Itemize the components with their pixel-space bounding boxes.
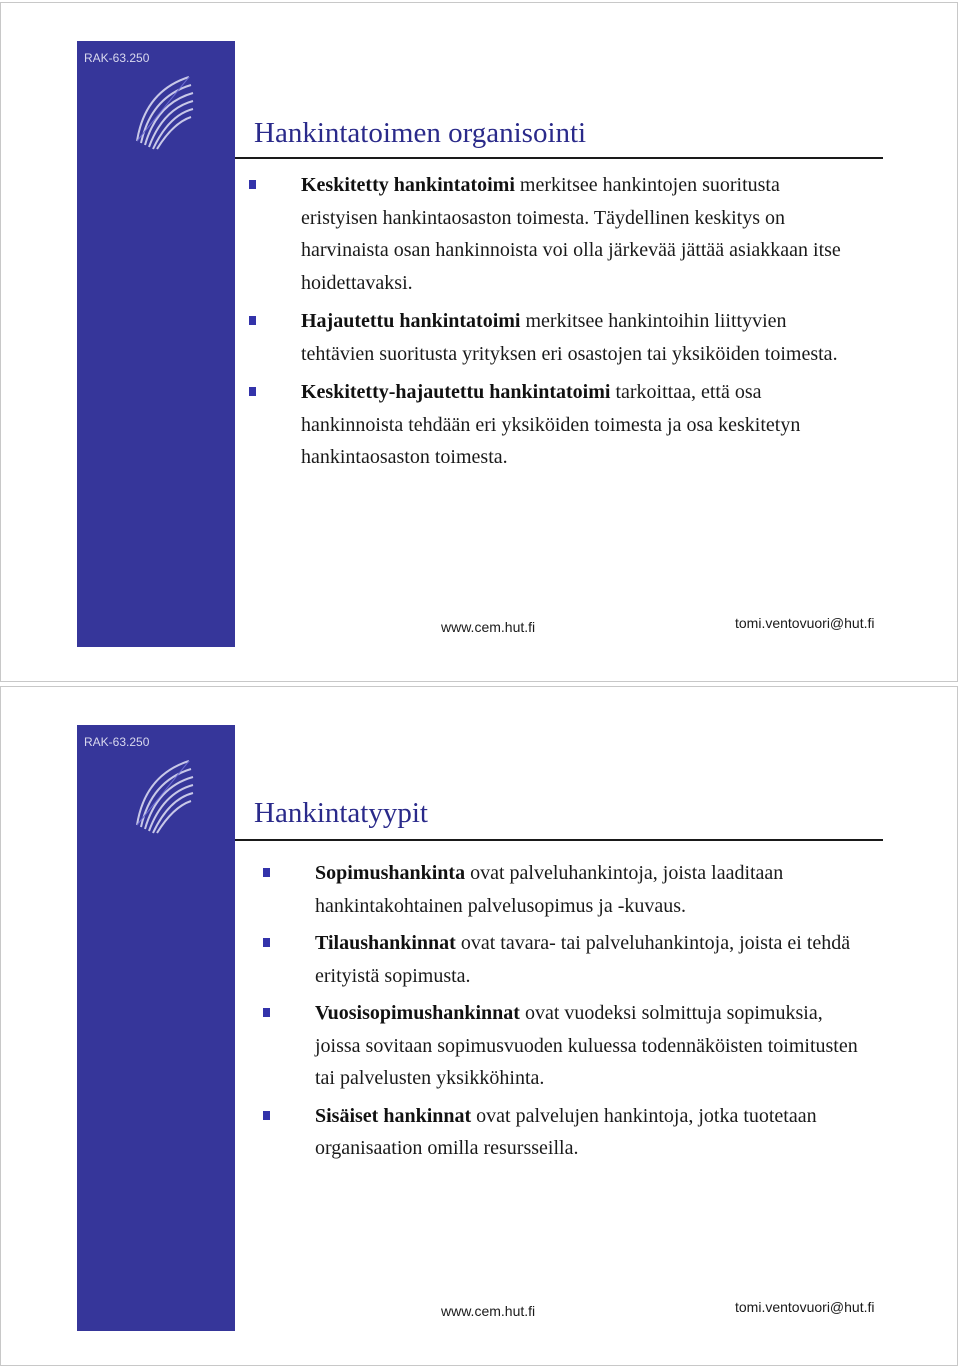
bullet-icon [249, 180, 256, 189]
bullet-icon [263, 1111, 270, 1120]
footer-website: www.cem.hut.fi [441, 619, 536, 635]
bullet-icon [263, 1008, 270, 1017]
list-item: Sisäiset hankinnat ovat palvelujen hankintoja, jotka tuotetaan organisaation omilla resursseilla. [263, 1100, 873, 1165]
bullet-icon [249, 387, 256, 396]
slide-sidebar [77, 725, 235, 1331]
bullet-icon [263, 938, 270, 947]
footer-email: tomi.ventovuori@hut.fi [735, 1299, 875, 1315]
title-divider [235, 839, 883, 841]
slide-1 [0, 2, 958, 682]
footer-website: www.cem.hut.fi [441, 1303, 536, 1319]
list-item: Vuosisopimushankinnat ovat vuodeksi solmittuja sopimuksia, joissa sovitaan sopimusvuoden kuluessa todennäköisten toimitusten tai palvelusten yksikköhinta. [263, 997, 873, 1095]
bullet-icon [263, 868, 270, 877]
list-item: Hajautettu hankintatoimi merkitsee hankintoihin liittyvien tehtävien suoritusta yrityksen eri osastojen tai yksiköiden toimesta. [249, 305, 859, 370]
list-item: Keskitetty-hajautettu hankintatoimi tarkoittaa, että osa hankinnoista tehdään eri yksiköiden toimesta ja osa keskitetyn hankintaosaston toimesta. [249, 376, 859, 474]
slide-title: Hankintatyypit [254, 797, 428, 829]
bullet-list [249, 169, 859, 480]
slide-sidebar [77, 41, 235, 647]
bullet-list [263, 857, 873, 1170]
list-item: Keskitetty hankintatoimi merkitsee hankintojen suoritusta eristyisen hankintaosaston toimesta. Täydellinen keskitys on harvinaista osan hankinnoista voi olla järkevää jättää asiakkaan itse hoidettavaksi. [249, 169, 859, 299]
bullet-icon [249, 316, 256, 325]
university-logo-icon [127, 71, 197, 151]
course-code: RAK-63.250 [84, 51, 150, 65]
university-logo-icon [127, 755, 197, 835]
footer-email: tomi.ventovuori@hut.fi [735, 615, 875, 631]
list-item: Tilaushankinnat ovat tavara- tai palveluhankintoja, joista ei tehdä erityistä sopimusta. [263, 927, 873, 992]
list-item: Sopimushankinta ovat palveluhankintoja, joista laaditaan hankintakohtainen palvelusopimus ja -kuvaus. [263, 857, 873, 922]
slide-2 [0, 686, 958, 1366]
course-code: RAK-63.250 [84, 735, 150, 749]
title-divider [235, 157, 883, 159]
slide-title: Hankintatoimen organisointi [254, 117, 587, 149]
